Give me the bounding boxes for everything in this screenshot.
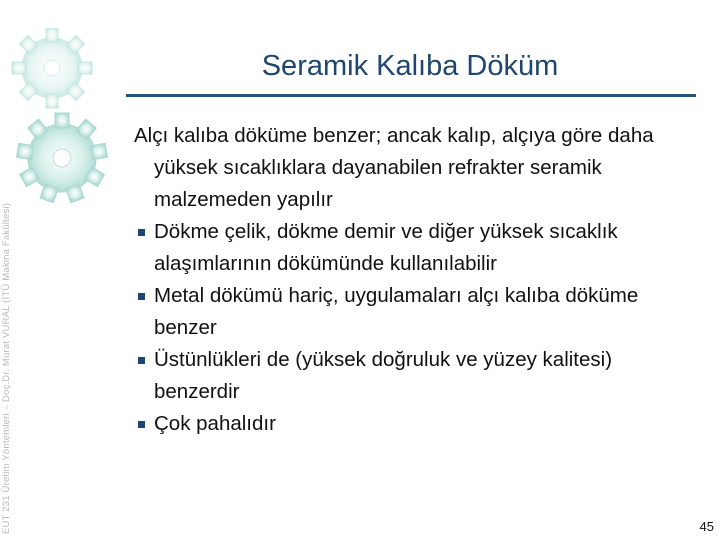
square-bullet-icon: [138, 293, 145, 300]
list-item: [134, 280, 694, 344]
list-item: [134, 344, 694, 408]
square-bullet-icon: [138, 357, 145, 364]
list-item: [134, 120, 694, 216]
square-bullet-icon: [138, 421, 145, 428]
gears-decoration-icon: [0, 28, 110, 218]
side-footer-text: EUT 231 Üretim Yöntemleri – Doç.Dr. Murat VURAL (İTÜ Makina Fakültesi): [1, 202, 12, 534]
list-item-text: Dökme çelik, dökme demir ve diğer yüksek sıcaklık alaşımlarının dökümünde kullanılabilir: [154, 220, 618, 275]
title-divider: [126, 94, 696, 97]
page-number: 45: [699, 519, 714, 534]
slide-title: Seramik Kalıba Döküm: [261, 50, 559, 82]
list-item-text: Çok pahalıdır: [154, 412, 276, 435]
square-bullet-icon: [138, 229, 145, 236]
list-item: [134, 216, 694, 280]
list-item-text: Metal dökümü hariç, uygulamaları alçı kalıba döküme benzer: [154, 284, 639, 339]
list-item-text: Alçı kalıba döküme benzer; ancak kalıp, alçıya göre daha yüksek sıcaklıklara dayanabilen refrakter seramik malzemeden yapılır: [134, 124, 654, 211]
upper-gear-icon: [12, 28, 92, 108]
slide-content-list: [134, 120, 694, 440]
list-item: [134, 408, 694, 440]
list-item-text: Üstünlükleri de (yüksek doğruluk ve yüzey kalitesi) benzerdir: [154, 348, 613, 403]
lower-gear-icon: [16, 113, 107, 203]
